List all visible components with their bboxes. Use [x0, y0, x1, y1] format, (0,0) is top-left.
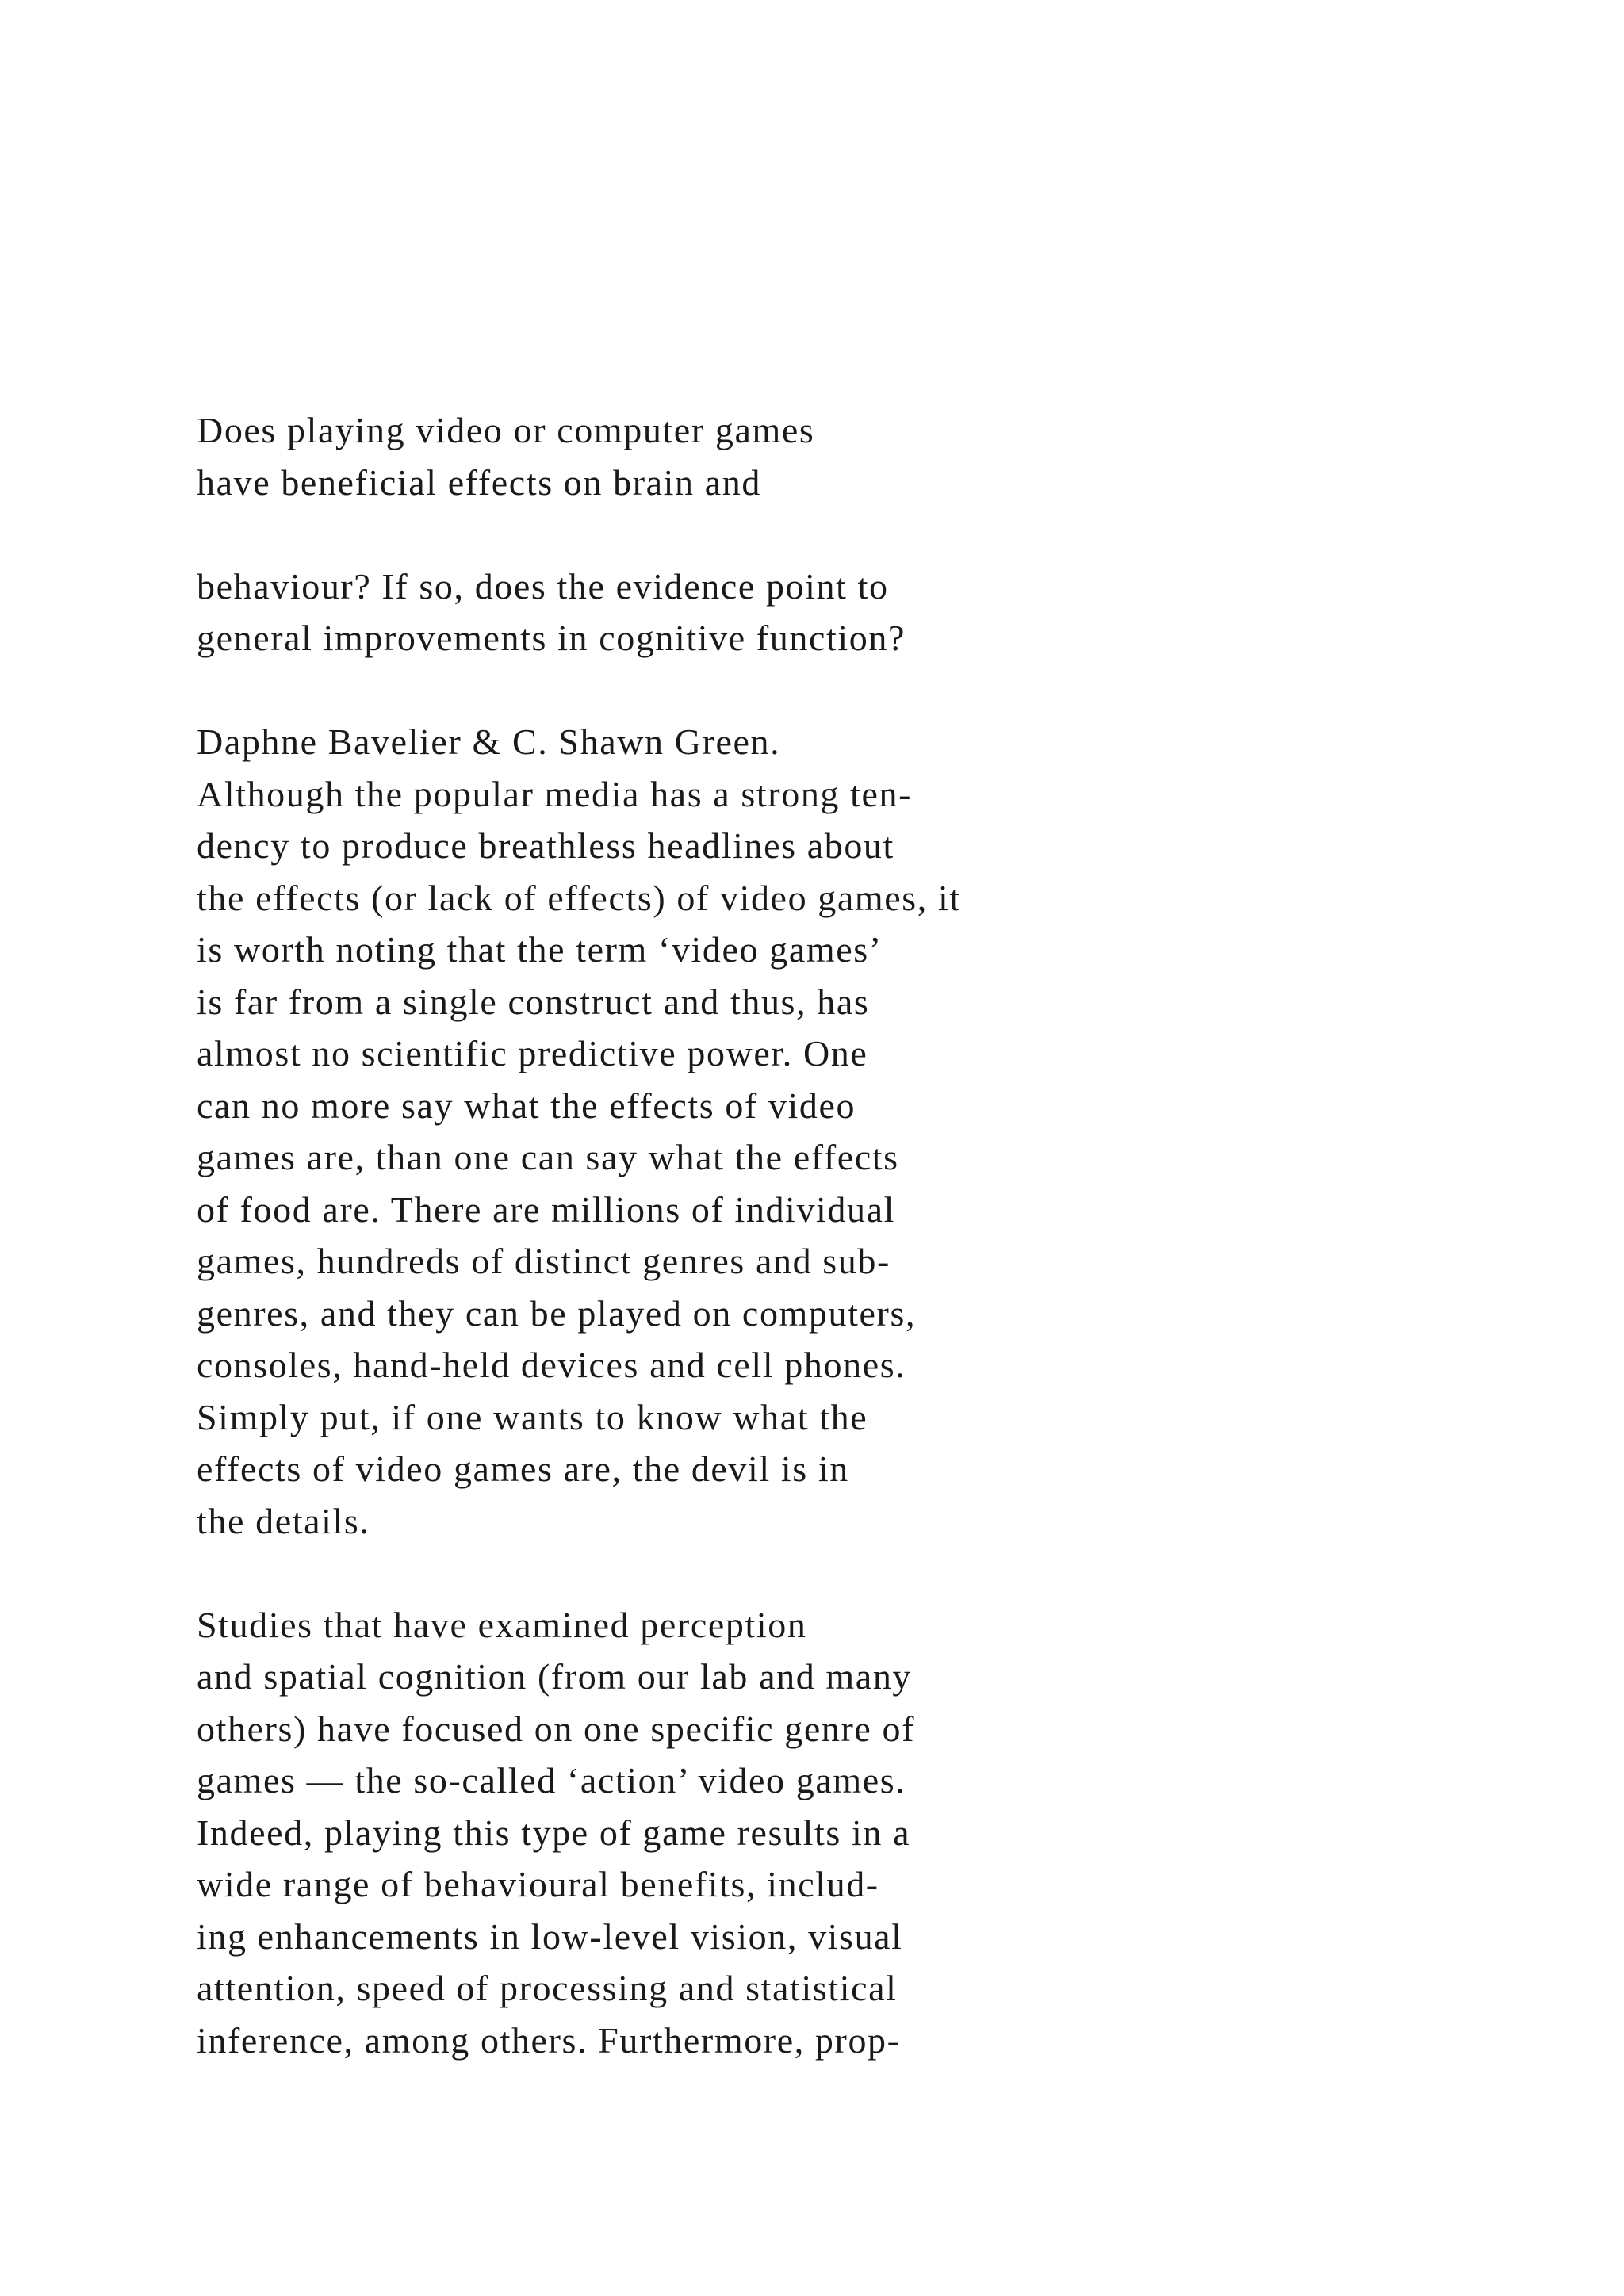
text-line: Does playing video or computer games	[197, 410, 815, 450]
text-line: is far from a single construct and thus, has	[197, 981, 870, 1022]
text-line: Studies that have examined perception	[197, 1604, 807, 1645]
text-line: general improvements in cognitive function?	[197, 618, 906, 658]
blank-line	[197, 508, 1465, 561]
text-line: and spatial cognition (from our lab and many	[197, 1656, 913, 1697]
text-line: have beneficial effects on brain and	[197, 461, 761, 503]
text-line: games, hundreds of distinct genres and sub-	[197, 1241, 891, 1281]
text-line: ing enhancements in low-level vision, visual	[197, 1915, 903, 1957]
text-line: Although the popular media has a strong ten-	[197, 773, 913, 814]
text-line: inference, among others. Furthermore, prop-	[197, 2019, 901, 2061]
text-line: Simply put, if one wants to know what the	[197, 1396, 868, 1437]
text-line: consoles, hand-held devices and cell phones.	[197, 1345, 906, 1385]
text-line: almost no scientific predictive power. One	[197, 1033, 868, 1073]
body-text	[197, 404, 1465, 2066]
text-line: can no more say what the effects of video	[197, 1085, 856, 1126]
text-line: effects of video games are, the devil is in	[197, 1448, 849, 1489]
blank-line	[197, 1547, 1465, 1599]
text-line: games — the so-called ‘action’ video games.	[197, 1760, 906, 1800]
text-line: the effects (or lack of effects) of video games, it	[197, 877, 961, 918]
text-line: is worth noting that the term ‘video games’	[197, 929, 883, 970]
text-line: wide range of behavioural benefits, includ-	[197, 1864, 879, 1904]
text-line: others) have focused on one specific genre of	[197, 1708, 916, 1749]
text-line: behaviour? If so, does the evidence point to	[197, 565, 889, 607]
text-line: of food are. There are millions of individual	[197, 1188, 896, 1230]
text-line: dency to produce breathless headlines about	[197, 825, 894, 866]
text-line: the details.	[197, 1500, 370, 1541]
text-line: games are, than one can say what the effects	[197, 1137, 899, 1177]
text-line: attention, speed of processing and statistical	[197, 1968, 898, 2008]
text-line: genres, and they can be played on computers,	[197, 1292, 917, 1334]
blank-line	[197, 664, 1465, 717]
author-line: Daphne Bavelier & C. Shawn Green.	[197, 721, 781, 762]
text-line: Indeed, playing this type of game results in a	[197, 1812, 911, 1853]
